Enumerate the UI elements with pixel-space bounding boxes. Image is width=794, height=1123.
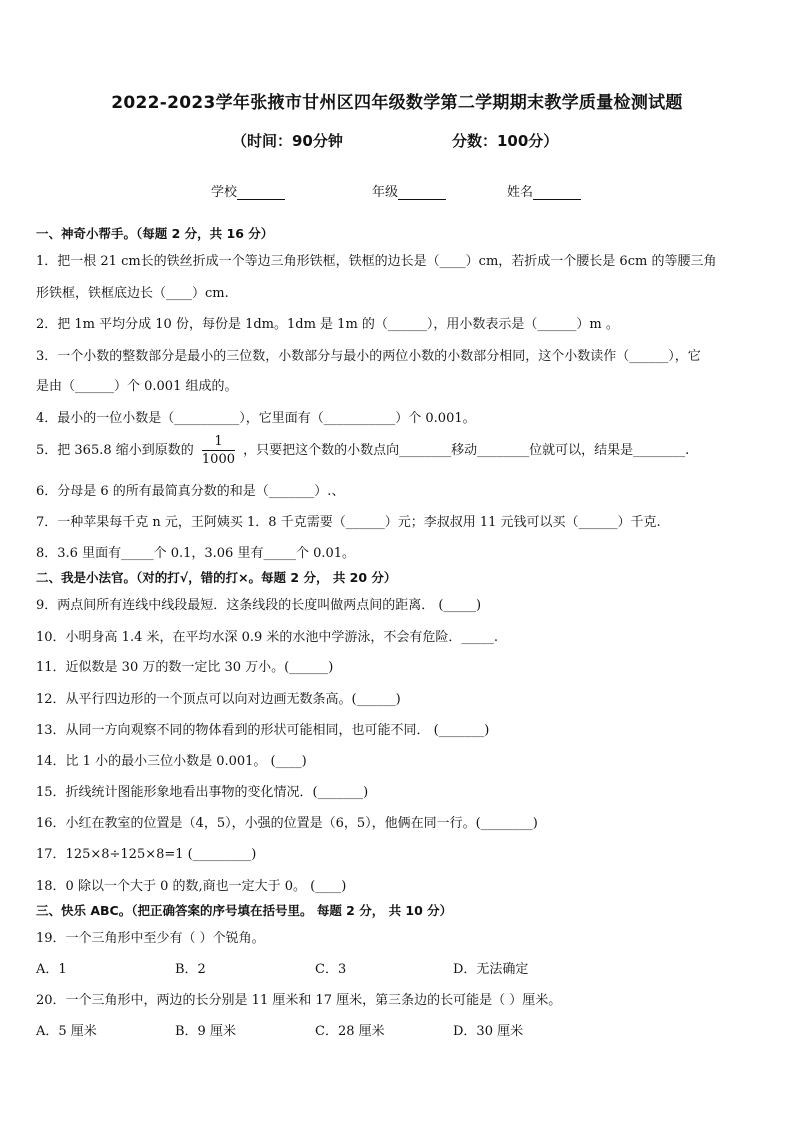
question-1a: 1．把一根 21 cm长的铁丝折成一个等边三角形铁框，铁框的边长是（____）cm，若折成一个腰长是 6cm 的等腰三角 bbox=[36, 254, 717, 269]
grade-label: 年级 bbox=[372, 185, 399, 200]
name-blank[interactable] bbox=[533, 186, 581, 200]
grade-field bbox=[372, 181, 446, 200]
question-14: 14．比 1 小的最小三位小数是 0.001。 (____) bbox=[36, 754, 307, 769]
fraction-denominator: 1000 bbox=[201, 452, 235, 467]
option-d[interactable]: D．30 厘米 bbox=[453, 1024, 524, 1039]
question-6: 6．分母是 6 的所有最简真分数的和是（_______）.、 bbox=[36, 484, 345, 499]
question-5-post: ，只要把这个数的小数点向________移动________位就可以，结果是________. bbox=[243, 443, 690, 458]
section-heading-3: 三、快乐 ABC。（把正确答案的序号填在括号里。 每题 2 分， 共 10 分） bbox=[36, 903, 453, 918]
question-3a: 3．一个小数的整数部分是最小的三位数，小数部分与最小的两位小数的小数部分相同，这个小数读作（______），它 bbox=[36, 349, 701, 364]
question-9: 9．两点间所有连线中线段最短．这条线段的长度叫做两点间的距离． (_____) bbox=[36, 598, 482, 613]
question-13: 13．从同一方向观察不同的物体看到的形状可能相同，也可能不同． (_______) bbox=[36, 723, 490, 738]
question-10: 10．小明身高 1.4 米，在平均水深 0.9 米的水池中学游泳，不会有危险．_____. bbox=[36, 630, 499, 645]
question-1b: 形铁框，铁框底边长（____）cm. bbox=[36, 286, 229, 301]
question-20: 20．一个三角形中，两边的长分别是 11 厘米和 17 厘米，第三条边的长可能是（ ）厘米。 bbox=[36, 993, 562, 1008]
score-label: 分数：100分） bbox=[452, 132, 559, 150]
question-12: 12．从平行四边形的一个顶点可以向对边画无数条高。(______) bbox=[36, 692, 401, 707]
school-blank[interactable] bbox=[237, 186, 285, 200]
option-d[interactable]: D．无法确定 bbox=[453, 962, 529, 977]
question-7: 7．一种苹果每千克 n 元，王阿姨买 1．8 千克需要（______）元；李叔叔用 11 元钱可以买（______）千克. bbox=[36, 515, 661, 530]
fraction bbox=[202, 435, 235, 466]
question-3b: 是由（______）个 0.001 组成的。 bbox=[36, 379, 238, 394]
option-a[interactable]: A．5 厘米 bbox=[36, 1024, 97, 1039]
question-8: 8．3.6 里面有_____个 0.1，3.06 里有_____个 0.01。 bbox=[36, 546, 356, 561]
name-label: 姓名 bbox=[507, 185, 534, 200]
section-heading-2: 二、我是小法官。（对的打√，错的打×。每题 2 分， 共 20 分） bbox=[36, 570, 397, 585]
question-16: 16．小红在教室的位置是（4，5），小强的位置是（6，5），他俩在同一行。(________) bbox=[36, 816, 538, 831]
question-5-pre: 5．把 365.8 缩小到原数的 bbox=[36, 443, 194, 458]
name-field bbox=[507, 181, 581, 200]
school-field bbox=[211, 181, 285, 200]
option-a[interactable]: A．1 bbox=[36, 962, 67, 977]
page-title: 2022-2023学年张掖市甘州区四年级数学第二学期期末教学质量检测试题 bbox=[111, 93, 683, 113]
question-15: 15．折线统计图能形象地看出事物的变化情况．(_______) bbox=[36, 785, 369, 800]
time-label: （时间：90分钟 bbox=[232, 132, 343, 150]
school-label: 学校 bbox=[211, 185, 238, 200]
section-heading-1: 一、神奇小帮手。（每题 2 分，共 16 分） bbox=[36, 226, 274, 241]
grade-blank[interactable] bbox=[398, 186, 446, 200]
question-2: 2．把 1m 平均分成 10 份，每份是 1dm。1dm 是 1m 的（______），用小数表示是（______）m 。 bbox=[36, 317, 619, 332]
fraction-numerator: 1 bbox=[202, 435, 235, 451]
question-19: 19．一个三角形中至少有（ ）个锐角。 bbox=[36, 931, 265, 946]
question-18: 18．0 除以一个大于 0 的数,商也一定大于 0。 (____) bbox=[36, 879, 347, 894]
option-b[interactable]: B．2 bbox=[175, 962, 206, 977]
question-17: 17．125×8÷125×8=1 (_________) bbox=[36, 847, 257, 862]
question-5 bbox=[36, 435, 689, 466]
option-b[interactable]: B．9 厘米 bbox=[175, 1024, 236, 1039]
option-c[interactable]: C．28 厘米 bbox=[315, 1024, 385, 1039]
question-4: 4．最小的一位小数是（__________），它里面有（___________）个 0.001。 bbox=[36, 411, 476, 426]
question-11: 11．近似数是 30 万的数一定比 30 万小。(______) bbox=[36, 660, 334, 675]
option-c[interactable]: C．3 bbox=[315, 962, 347, 977]
